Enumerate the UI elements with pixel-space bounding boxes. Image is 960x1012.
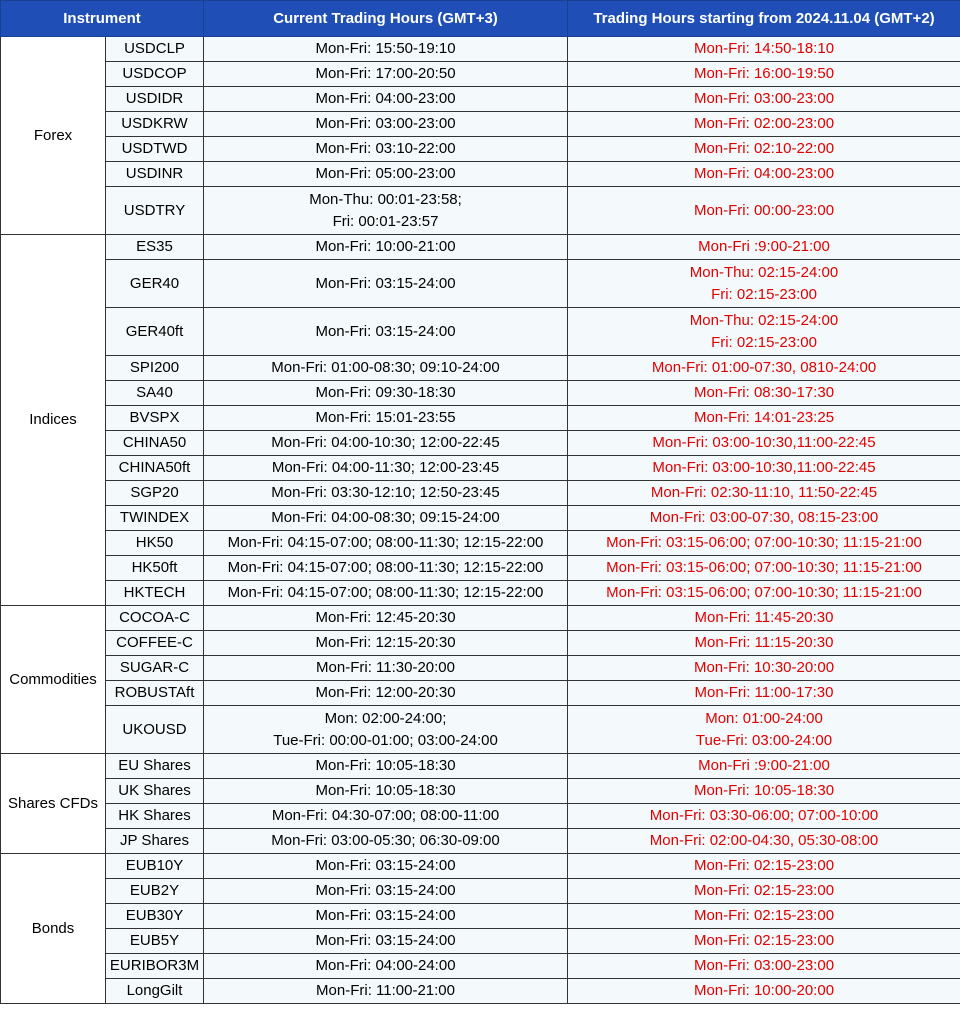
hours-line: Mon-Fri: 11:30-20:00 <box>316 659 455 676</box>
hours-line: Mon-Fri: 03:15-06:00; 07:00-10:30; 11:15-21:00 <box>606 559 922 576</box>
new-hours-cell <box>568 779 960 804</box>
new-hours-cell <box>568 929 960 954</box>
new-hours-cell <box>568 804 960 829</box>
new-hours-cell <box>568 829 960 854</box>
header-current-hours: Current Trading Hours (GMT+3) <box>204 1 568 37</box>
table-row <box>1 581 960 606</box>
instrument-symbol: EUB5Y <box>106 929 204 954</box>
table-row <box>1 137 960 162</box>
new-hours-cell <box>568 706 960 754</box>
instrument-symbol: EURIBOR3M <box>106 954 204 979</box>
hours-line: Mon-Fri: 04:00-23:00 <box>315 90 456 107</box>
table-row <box>1 779 960 804</box>
hours-line: Mon-Fri: 03:00-10:30,11:00-22:45 <box>652 459 876 476</box>
hours-line: Mon-Fri: 03:30-06:00; 07:00-10:00 <box>649 807 879 824</box>
hours-line: Mon-Fri: 02:30-11:10, 11:50-22:45 <box>650 484 878 501</box>
instrument-symbol: SGP20 <box>106 481 204 506</box>
header-row <box>1 1 960 37</box>
table-row <box>1 481 960 506</box>
hours-line: Mon-Fri: 04:00-10:30; 12:00-22:45 <box>271 434 500 451</box>
instrument-symbol: SA40 <box>106 381 204 406</box>
instrument-symbol: EU Shares <box>106 754 204 779</box>
hours-line: Mon-Fri: 02:10-22:00 <box>693 140 835 157</box>
table-row <box>1 356 960 381</box>
current-hours-cell <box>204 456 568 481</box>
current-hours-cell <box>204 879 568 904</box>
hours-line: Mon-Fri :9:00-21:00 <box>698 238 830 255</box>
hours-line: Mon-Fri: 03:00-23:00 <box>315 115 456 132</box>
instrument-symbol: LongGilt <box>106 979 204 1004</box>
new-hours-cell <box>568 979 960 1004</box>
header-new-hours: Trading Hours starting from 2024.11.04 (GMT+2) <box>568 1 960 37</box>
table-row <box>1 706 960 754</box>
current-hours-cell <box>204 406 568 431</box>
hours-line: Mon-Fri: 03:15-24:00 <box>315 322 456 340</box>
instrument-symbol: JP Shares <box>106 829 204 854</box>
current-hours-cell <box>204 631 568 656</box>
hours-line: Mon-Fri: 02:15-23:00 <box>693 907 835 924</box>
hours-line: Mon-Fri: 03:15-06:00; 07:00-10:30; 11:15-21:00 <box>606 534 922 551</box>
hours-line: Mon-Fri: 04:00-08:30; 09:15-24:00 <box>271 509 500 526</box>
hours-line: Mon-Fri: 12:00-20:30 <box>315 684 456 701</box>
instrument-symbol: USDCLP <box>106 37 204 62</box>
instrument-symbol: SPI200 <box>106 356 204 381</box>
new-hours-cell <box>568 456 960 481</box>
current-hours-cell <box>204 37 568 62</box>
new-hours-cell <box>568 308 960 356</box>
table-row <box>1 87 960 112</box>
current-hours-cell <box>204 531 568 556</box>
hours-line: Mon-Fri: 03:15-24:00 <box>315 907 456 924</box>
hours-line: Mon-Fri: 14:01-23:25 <box>693 409 835 426</box>
instrument-symbol: HK50 <box>106 531 204 556</box>
instrument-symbol: USDKRW <box>106 112 204 137</box>
new-hours-cell <box>568 481 960 506</box>
category-cell: Commodities <box>1 606 106 754</box>
current-hours-cell <box>204 681 568 706</box>
hours-line: Mon-Fri: 03:15-06:00; 07:00-10:30; 11:15-21:00 <box>606 584 922 601</box>
hours-line: Mon-Fri: 10:05-18:30 <box>315 782 456 799</box>
hours-line: Mon-Fri: 10:30-20:00 <box>693 659 835 676</box>
table-row <box>1 904 960 929</box>
table-row <box>1 381 960 406</box>
current-hours-cell <box>204 606 568 631</box>
table-row <box>1 456 960 481</box>
hours-line: Mon-Fri: 12:15-20:30 <box>315 634 456 651</box>
table-row <box>1 531 960 556</box>
current-hours-cell <box>204 904 568 929</box>
hours-line: Mon-Fri: 00:00-23:00 <box>693 201 835 219</box>
table-row <box>1 431 960 456</box>
hours-line: Mon-Fri: 04:00-24:00 <box>315 957 456 974</box>
new-hours-cell <box>568 631 960 656</box>
new-hours-cell <box>568 356 960 381</box>
current-hours-cell <box>204 804 568 829</box>
table-row <box>1 37 960 62</box>
table-row <box>1 879 960 904</box>
new-hours-cell <box>568 137 960 162</box>
hours-line: Tue-Fri: 00:00-01:00; 03:00-24:00 <box>273 731 498 749</box>
current-hours-cell <box>204 62 568 87</box>
hours-line: Mon-Fri: 02:15-23:00 <box>693 857 835 874</box>
table-row <box>1 854 960 879</box>
hours-line: Mon-Fri: 02:00-04:30, 05:30-08:00 <box>649 832 879 849</box>
hours-line: Tue-Fri: 03:00-24:00 <box>695 731 833 749</box>
instrument-symbol: COCOA-C <box>106 606 204 631</box>
new-hours-cell <box>568 656 960 681</box>
current-hours-cell <box>204 481 568 506</box>
new-hours-cell <box>568 260 960 308</box>
table-row <box>1 112 960 137</box>
current-hours-cell <box>204 137 568 162</box>
current-hours-cell <box>204 87 568 112</box>
hours-line: Mon-Fri :9:00-21:00 <box>698 757 830 774</box>
instrument-symbol: USDTWD <box>106 137 204 162</box>
hours-line: Mon-Fri: 05:00-23:00 <box>315 165 456 182</box>
current-hours-cell <box>204 187 568 235</box>
table-row <box>1 754 960 779</box>
new-hours-cell <box>568 406 960 431</box>
table-row <box>1 979 960 1004</box>
instrument-symbol: HKTECH <box>106 581 204 606</box>
current-hours-cell <box>204 829 568 854</box>
current-hours-cell <box>204 235 568 260</box>
current-hours-cell <box>204 779 568 804</box>
new-hours-cell <box>568 879 960 904</box>
new-hours-cell <box>568 506 960 531</box>
new-hours-cell <box>568 556 960 581</box>
instrument-symbol: EUB10Y <box>106 854 204 879</box>
hours-line: Mon-Fri: 03:00-23:00 <box>693 957 835 974</box>
hours-line: Mon-Fri: 04:00-11:30; 12:00-23:45 <box>271 459 500 476</box>
new-hours-cell <box>568 431 960 456</box>
current-hours-cell <box>204 854 568 879</box>
hours-line: Mon-Fri: 08:30-17:30 <box>693 384 835 401</box>
table-row <box>1 829 960 854</box>
table-row <box>1 406 960 431</box>
new-hours-cell <box>568 606 960 631</box>
hours-line: Mon-Fri: 03:10-22:00 <box>315 140 456 157</box>
new-hours-cell <box>568 187 960 235</box>
current-hours-cell <box>204 556 568 581</box>
table-row <box>1 606 960 631</box>
new-hours-cell <box>568 62 960 87</box>
hours-line: Fri: 00:01-23:57 <box>332 212 439 230</box>
hours-line: Mon-Fri: 03:15-24:00 <box>315 857 456 874</box>
table-row <box>1 631 960 656</box>
instrument-symbol: GER40ft <box>106 308 204 356</box>
table-row <box>1 954 960 979</box>
instrument-symbol: TWINDEX <box>106 506 204 531</box>
new-hours-cell <box>568 381 960 406</box>
new-hours-cell <box>568 754 960 779</box>
table-row <box>1 62 960 87</box>
current-hours-cell <box>204 308 568 356</box>
hours-line: Mon: 02:00-24:00; <box>324 709 447 727</box>
current-hours-cell <box>204 929 568 954</box>
category-cell: Forex <box>1 37 106 235</box>
new-hours-cell <box>568 681 960 706</box>
hours-line: Mon-Fri: 10:00-21:00 <box>315 238 456 255</box>
instrument-symbol: CHINA50ft <box>106 456 204 481</box>
new-hours-cell <box>568 162 960 187</box>
current-hours-cell <box>204 356 568 381</box>
current-hours-cell <box>204 706 568 754</box>
current-hours-cell <box>204 979 568 1004</box>
hours-line: Mon-Fri: 03:00-07:30, 08:15-23:00 <box>649 509 879 526</box>
current-hours-cell <box>204 581 568 606</box>
hours-line: Mon-Fri: 17:00-20:50 <box>315 65 456 82</box>
hours-line: Mon-Fri: 04:15-07:00; 08:00-11:30; 12:15-22:00 <box>227 534 544 551</box>
hours-line: Mon-Fri: 02:00-23:00 <box>693 115 835 132</box>
current-hours-cell <box>204 260 568 308</box>
hours-line: Mon-Fri: 14:50-18:10 <box>693 40 835 57</box>
hours-line: Mon-Fri: 11:45-20:30 <box>694 609 834 626</box>
instrument-symbol: EUB30Y <box>106 904 204 929</box>
hours-line: Mon-Fri: 03:00-05:30; 06:30-09:00 <box>271 832 500 849</box>
new-hours-cell <box>568 112 960 137</box>
table-row <box>1 260 960 308</box>
new-hours-cell <box>568 581 960 606</box>
instrument-symbol: EUB2Y <box>106 879 204 904</box>
new-hours-cell <box>568 854 960 879</box>
current-hours-cell <box>204 954 568 979</box>
category-cell: Indices <box>1 235 106 606</box>
instrument-symbol: GER40 <box>106 260 204 308</box>
current-hours-cell <box>204 431 568 456</box>
hours-line: Fri: 02:15-23:00 <box>711 285 817 303</box>
instrument-symbol: USDTRY <box>106 187 204 235</box>
hours-line: Mon-Thu: 02:15-24:00 <box>689 263 839 281</box>
hours-line: Mon-Fri: 15:01-23:55 <box>315 409 456 426</box>
hours-line: Mon-Fri: 15:50-19:10 <box>315 40 456 57</box>
hours-line: Mon-Fri: 03:15-24:00 <box>315 932 456 949</box>
table-row <box>1 804 960 829</box>
hours-line: Mon-Thu: 02:15-24:00 <box>689 311 839 329</box>
current-hours-cell <box>204 656 568 681</box>
current-hours-cell <box>204 506 568 531</box>
hours-line: Mon-Fri: 11:00-17:30 <box>694 684 834 701</box>
hours-line: Mon-Fri: 04:00-23:00 <box>693 165 835 182</box>
hours-line: Mon-Fri: 10:05-18:30 <box>315 757 456 774</box>
hours-line: Mon-Thu: 00:01-23:58; <box>309 190 462 208</box>
new-hours-cell <box>568 37 960 62</box>
instrument-symbol: ES35 <box>106 235 204 260</box>
hours-line: Mon-Fri: 11:15-20:30 <box>694 634 834 651</box>
new-hours-cell <box>568 235 960 260</box>
new-hours-cell <box>568 904 960 929</box>
instrument-symbol: USDIDR <box>106 87 204 112</box>
new-hours-cell <box>568 954 960 979</box>
hours-line: Mon-Fri: 02:15-23:00 <box>693 882 835 899</box>
category-cell: Bonds <box>1 854 106 1004</box>
table-row <box>1 929 960 954</box>
hours-line: Mon-Fri: 03:15-24:00 <box>315 274 456 292</box>
hours-line: Mon-Fri: 04:15-07:00; 08:00-11:30; 12:15-22:00 <box>227 559 544 576</box>
hours-line: Mon: 01:00-24:00 <box>705 709 823 727</box>
hours-line: Mon-Fri: 03:30-12:10; 12:50-23:45 <box>271 484 500 501</box>
table-row <box>1 681 960 706</box>
category-cell: Shares CFDs <box>1 754 106 854</box>
hours-line: Mon-Fri: 10:00-20:00 <box>693 982 835 999</box>
table-row <box>1 187 960 235</box>
current-hours-cell <box>204 381 568 406</box>
instrument-symbol: UK Shares <box>106 779 204 804</box>
table-row <box>1 556 960 581</box>
instrument-symbol: BVSPX <box>106 406 204 431</box>
hours-line: Mon-Fri: 03:00-23:00 <box>693 90 835 107</box>
hours-line: Mon-Fri: 02:15-23:00 <box>693 932 835 949</box>
current-hours-cell <box>204 162 568 187</box>
hours-line: Fri: 02:15-23:00 <box>711 333 817 351</box>
instrument-symbol: UKOUSD <box>106 706 204 754</box>
hours-line: Mon-Fri: 01:00-07:30, 0810-24:00 <box>651 359 877 376</box>
instrument-symbol: ROBUSTAft <box>106 681 204 706</box>
hours-line: Mon-Fri: 16:00-19:50 <box>693 65 835 82</box>
hours-line: Mon-Fri: 09:30-18:30 <box>315 384 456 401</box>
hours-line: Mon-Fri: 12:45-20:30 <box>315 609 456 626</box>
new-hours-cell <box>568 531 960 556</box>
new-hours-cell <box>568 87 960 112</box>
header-instrument: Instrument <box>1 1 204 37</box>
instrument-symbol: CHINA50 <box>106 431 204 456</box>
hours-line: Mon-Fri: 03:00-10:30,11:00-22:45 <box>652 434 876 451</box>
instrument-symbol: USDINR <box>106 162 204 187</box>
instrument-symbol: COFFEE-C <box>106 631 204 656</box>
hours-line: Mon-Fri: 03:15-24:00 <box>315 882 456 899</box>
hours-line: Mon-Fri: 04:30-07:00; 08:00-11:00 <box>271 807 500 824</box>
table-body <box>1 37 960 1004</box>
table-row <box>1 308 960 356</box>
table-row <box>1 162 960 187</box>
hours-line: Mon-Fri: 10:05-18:30 <box>693 782 835 799</box>
instrument-symbol: HK Shares <box>106 804 204 829</box>
hours-line: Mon-Fri: 01:00-08:30; 09:10-24:00 <box>271 359 500 376</box>
table-row <box>1 656 960 681</box>
current-hours-cell <box>204 112 568 137</box>
instrument-symbol: USDCOP <box>106 62 204 87</box>
instrument-symbol: SUGAR-C <box>106 656 204 681</box>
current-hours-cell <box>204 754 568 779</box>
instrument-symbol: HK50ft <box>106 556 204 581</box>
table-row <box>1 235 960 260</box>
table-row <box>1 506 960 531</box>
hours-line: Mon-Fri: 04:15-07:00; 08:00-11:30; 12:15-22:00 <box>227 584 544 601</box>
hours-line: Mon-Fri: 11:00-21:00 <box>316 982 455 999</box>
